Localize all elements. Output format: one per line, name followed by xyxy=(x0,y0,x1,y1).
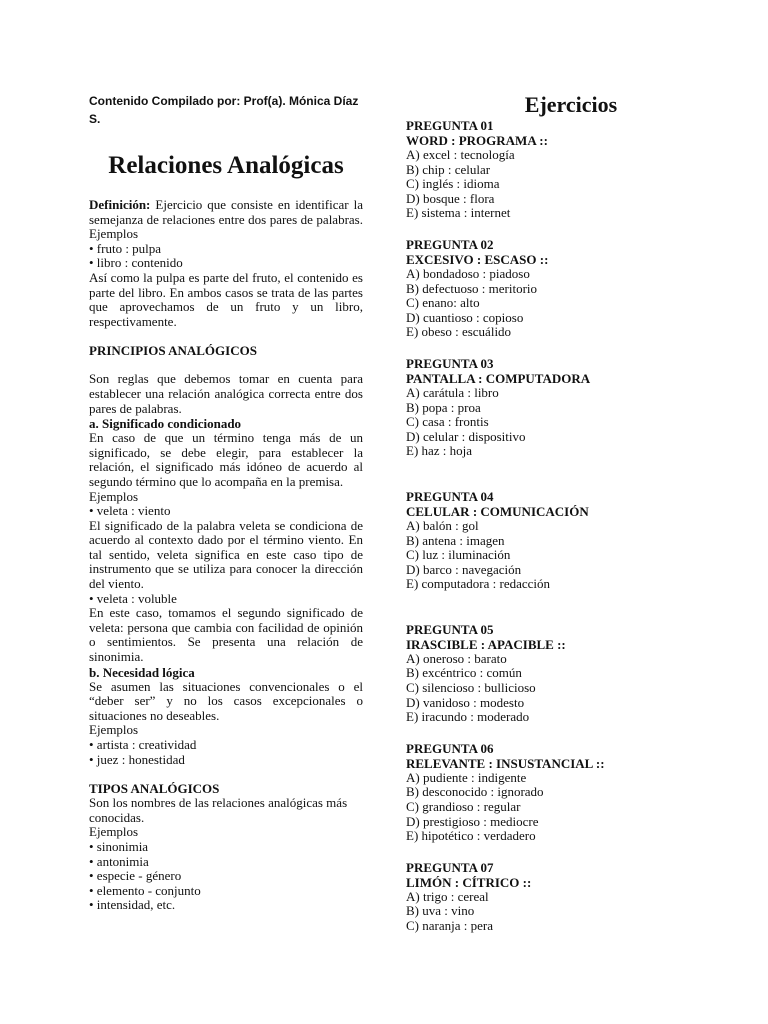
question-option: D) celular : dispositivo xyxy=(406,428,526,444)
question-block xyxy=(406,489,736,592)
question-number: PREGUNTA 03 xyxy=(406,355,494,371)
subsection-a-example: • veleta : voluble xyxy=(89,590,177,606)
question-premise: CELULAR : COMUNICACIÓN xyxy=(406,503,589,519)
question-option: C) enano: alto xyxy=(406,295,480,311)
definition-explanation: Así como la pulpa es parte del fruto, el contenido es parte del libro. En ambos casos se trata de las partes que aprovechamos de un fruto y un libro, respectivamente. xyxy=(89,269,363,329)
subsection-b-example: • juez : honestidad xyxy=(89,751,185,767)
left-column xyxy=(89,92,363,913)
question-option: C) inglés : idioma xyxy=(406,176,500,192)
question-option: D) bosque : flora xyxy=(406,190,495,206)
question-option: D) cuantioso : copioso xyxy=(406,309,524,325)
subsection-a-text: En caso de que un término tenga más de un significado, se debe elegir, para establecer la relación, el significado más idóneo de acuerdo al segundo término que lo acompaña en la premisa. xyxy=(89,430,363,489)
question-option: A) pudiente : indigente xyxy=(406,769,527,785)
tipos-list-item: • elemento - conjunto xyxy=(89,882,201,898)
definition-label: Definición: xyxy=(89,197,151,212)
subsection-a-heading: a. Significado condicionado xyxy=(89,416,242,432)
page-title: Relaciones Analógicas xyxy=(108,152,344,179)
question-option: D) prestigioso : mediocre xyxy=(406,813,539,829)
subsection-b-example: • artista : creatividad xyxy=(89,737,197,752)
question-premise: EXCESIVO : ESCASO :: xyxy=(406,251,549,267)
tipos-ejemplos: Ejemplos xyxy=(89,824,139,840)
question-block xyxy=(406,356,736,459)
question-block xyxy=(406,741,736,844)
question-option: B) excéntrico : común xyxy=(406,665,522,681)
question-number: PREGUNTA 05 xyxy=(406,621,494,637)
definition-example: • libro : contenido xyxy=(89,255,183,271)
question-option: B) popa : proa xyxy=(406,399,481,415)
question-number: PREGUNTA 07 xyxy=(406,859,494,875)
question-number: PREGUNTA 02 xyxy=(406,236,494,252)
subsection-a-example: • veleta : viento xyxy=(89,503,171,519)
tipos-list-item: • sinonimia xyxy=(89,838,149,854)
question-option: A) carátula : libro xyxy=(406,384,499,400)
subsection-a-text-3: En este caso, tomamos el segundo significado de veleta: persona que cambia con facilidad de opinión o sentimientos. Se presenta una relación de sinonimia. xyxy=(89,605,363,665)
question-option: A) trigo : cereal xyxy=(406,888,489,904)
tipos-heading: TIPOS ANALÓGICOS xyxy=(89,781,220,797)
question-number: PREGUNTA 06 xyxy=(406,740,494,756)
question-option: B) antena : imagen xyxy=(406,532,505,548)
question-option: E) computadora : redacción xyxy=(406,576,551,592)
question-option: E) iracundo : moderado xyxy=(406,709,530,725)
subsection-a-ejemplos: Ejemplos xyxy=(89,488,139,504)
question-option: E) haz : hoja xyxy=(406,443,473,459)
tipos-list-item: • intensidad, etc. xyxy=(89,897,176,913)
question-premise: WORD : PROGRAMA :: xyxy=(406,133,548,148)
question-block xyxy=(406,622,736,725)
question-option: A) bondadoso : piadoso xyxy=(406,265,530,281)
question-option: B) desconocido : ignorado xyxy=(406,784,544,800)
question-premise: LIMÓN : CÍTRICO :: xyxy=(406,874,532,890)
subsection-b-ejemplos: Ejemplos xyxy=(89,722,139,738)
definition-text: Ejercicio que consiste en identificar la semejanza de relaciones entre dos pares de palabras. Ejemplos xyxy=(89,197,363,242)
question-option: E) hipotético : verdadero xyxy=(406,828,536,844)
question-option: A) excel : tecnología xyxy=(406,147,515,162)
question-option: E) obeso : escuálido xyxy=(406,324,512,340)
subsection-b-text: Se asumen las situaciones convencionales o el “deber ser” y no los casos excepcionales o situaciones no deseables. xyxy=(89,678,363,723)
question-option: D) vanidoso : modesto xyxy=(406,694,525,710)
question-option: D) barco : navegación xyxy=(406,561,522,577)
question-option: B) defectuoso : meritorio xyxy=(406,280,538,296)
question-premise: PANTALLA : COMPUTADORA xyxy=(406,370,591,386)
question-option: E) sistema : internet xyxy=(406,205,511,221)
subsection-a-text-2: El significado de la palabra veleta se condiciona de acuerdo al contexto dado por el término viento. En tal sentido, veleta significa en este caso tipo de instrumento que se utiliza para conocer la dirección del viento. xyxy=(89,517,363,592)
question-option: A) oneroso : barato xyxy=(406,650,507,666)
question-number: PREGUNTA 01 xyxy=(406,118,494,133)
exercises-title: Ejercicios xyxy=(524,92,618,117)
question-number: PREGUNTA 04 xyxy=(406,488,494,504)
question-option: C) naranja : pera xyxy=(406,918,493,933)
question-premise: RELEVANTE : INSUSTANCIAL :: xyxy=(406,755,605,771)
question-option: B) uva : vino xyxy=(406,903,475,919)
tipos-list-item: • especie - género xyxy=(89,868,182,884)
question-premise: IRASCIBLE : APACIBLE :: xyxy=(406,636,566,652)
question-block xyxy=(406,860,736,934)
question-option: A) balón : gol xyxy=(406,517,479,533)
question-option: C) luz : iluminación xyxy=(406,547,511,563)
principios-heading: PRINCIPIOS ANALÓGICOS xyxy=(89,343,257,359)
compiled-by: Contenido Compilado por: Prof(a). Mónica Díaz S. xyxy=(89,94,359,126)
definition-paragraph xyxy=(89,198,363,242)
definition-example: • fruto : pulpa xyxy=(89,240,162,256)
right-column xyxy=(406,92,736,934)
tipos-text: Son los nombres de las relaciones analógicas más conocidas. xyxy=(89,795,348,825)
question-option: C) silencioso : bullicioso xyxy=(406,680,536,696)
question-option: B) chip : celular xyxy=(406,161,491,177)
tipos-list-item: • antonimia xyxy=(89,853,149,869)
question-block xyxy=(406,237,736,340)
question-option: C) grandioso : regular xyxy=(406,799,521,815)
question-option: C) casa : frontis xyxy=(406,414,489,430)
subsection-b-heading: b. Necesidad lógica xyxy=(89,664,195,680)
question-block xyxy=(406,118,736,221)
principios-text: Son reglas que debemos tomar en cuenta para establecer una relación analógica correcta entre dos pares de palabras. xyxy=(89,371,363,416)
